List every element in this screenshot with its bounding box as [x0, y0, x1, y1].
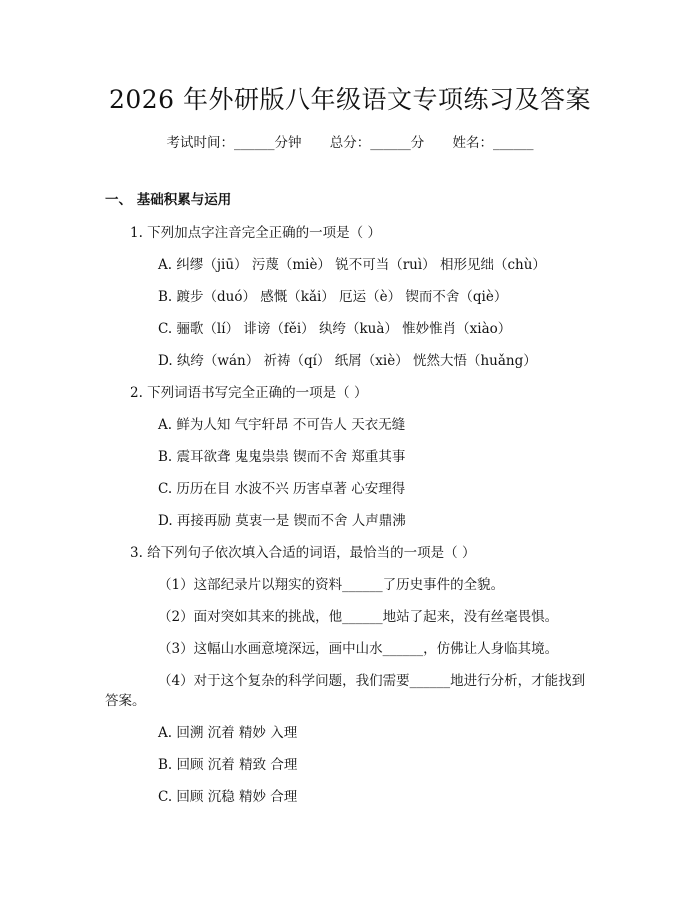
question-3-sentence-2: （2）面对突如其来的挑战，他______地站了起来，没有丝毫畏惧。	[158, 609, 559, 625]
question-1-stem: 1. 下列加点字注音完全正确的一项是（ ）	[130, 225, 381, 241]
question-2-option-c: C. 历历在目 水波不兴 历害卓著 心安理得	[158, 481, 406, 497]
section-heading: 一、 基础积累与运用	[105, 192, 232, 208]
question-3-sentence-1: （1）这部纪录片以翔实的资料______了历史事件的全貌。	[158, 577, 505, 593]
question-3-sentence-3: （3）这幅山水画意境深远，画中山水______，仿佛让人身临其境。	[158, 641, 559, 657]
question-1-option-b: B. 踱步（duó） 感慨（kǎi） 厄运（è） 锲而不舍（qiè）	[158, 289, 508, 305]
question-3-stem: 3. 给下列句子依次填入合适的词语，最恰当的一项是（ ）	[130, 545, 476, 561]
question-3-option-c: C. 回顾 沉稳 精妙 合理	[158, 789, 298, 805]
exam-time: 考试时间：______分钟	[166, 135, 302, 151]
question-2-stem: 2. 下列词语书写完全正确的一项是（ ）	[130, 385, 368, 401]
question-3-sentence-4-continuation: 答案。	[105, 693, 146, 709]
exam-name: 姓名：______	[452, 135, 534, 151]
question-3-option-b: B. 回顾 沉着 精致 合理	[158, 757, 298, 773]
question-1-option-c: C. 骊歌（lí） 诽谤（fěi） 纨绔（kuà） 惟妙惟肖（xiào）	[158, 321, 512, 337]
exam-meta	[0, 133, 700, 153]
exam-total-score: 总分：______分	[329, 135, 425, 151]
question-2-option-d: D. 再接再励 莫衷一是 锲而不舍 人声鼎沸	[158, 513, 406, 529]
question-2-option-b: B. 震耳欲聋 鬼鬼祟祟 锲而不舍 郑重其事	[158, 449, 406, 465]
question-3-option-a: A. 回溯 沉着 精妙 入理	[158, 725, 298, 741]
question-1-option-a: A. 纠缪（jiū） 污蔑（miè） 锐不可当（ruì） 相形见绌（chù）	[158, 257, 546, 273]
question-3-sentence-4: （4）对于这个复杂的科学问题，我们需要______地进行分析，才能找到	[158, 673, 586, 689]
document-title: 2026 年外研版八年级语文专项练习及答案	[108, 85, 592, 114]
question-1-option-d: D. 纨绔（wán） 祈祷（qí） 纸屑（xiè） 恍然大悟（huǎng）	[158, 353, 537, 369]
question-2-option-a: A. 鲜为人知 气宇轩昂 不可告人 天衣无缝	[158, 417, 406, 433]
